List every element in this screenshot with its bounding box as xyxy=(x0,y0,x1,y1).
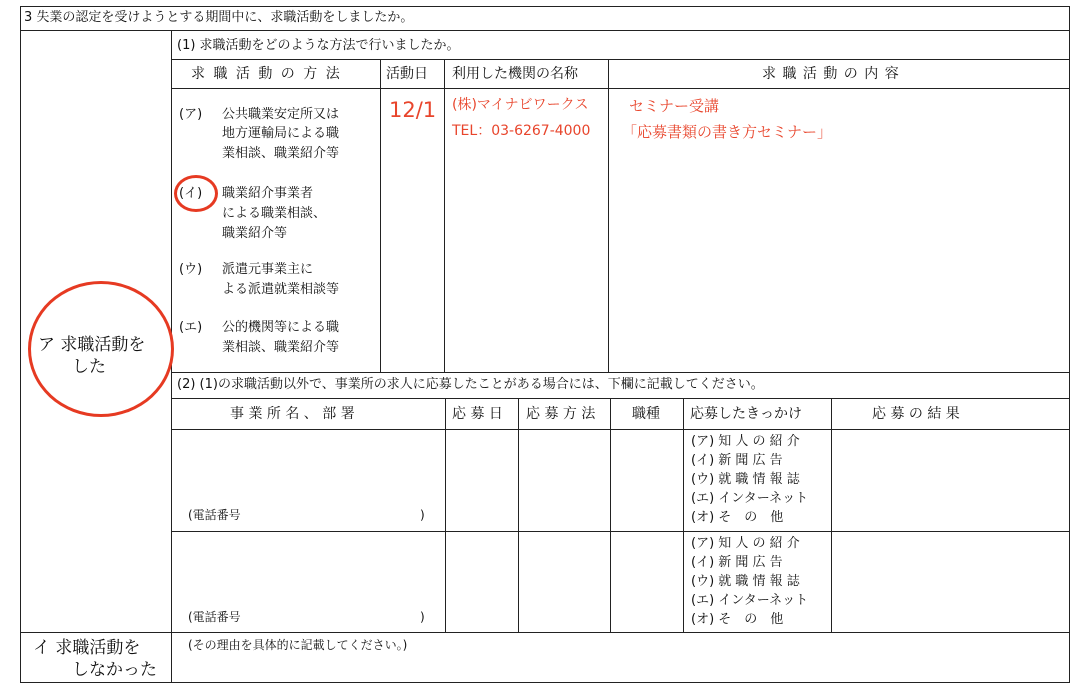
border-left xyxy=(20,6,21,683)
method-c-mark: (ウ) xyxy=(179,262,203,277)
s2-col-divider-2 xyxy=(518,398,519,632)
trigger-option: (エ) インターネット xyxy=(691,593,809,608)
entry-content-line2: 「応募書類の書き方セミナー」 xyxy=(622,123,833,141)
trigger-option: (オ) そ の 他 xyxy=(691,612,784,627)
trigger-option: (ウ) 就 職 情 報 誌 xyxy=(691,472,800,487)
border-right xyxy=(1069,6,1070,683)
border-top xyxy=(20,6,1070,7)
choice-b-label-line2: しなかった xyxy=(72,660,157,680)
s2-header-job-type: 職種 xyxy=(632,406,660,422)
border-bottom xyxy=(20,682,1070,683)
question-title: 3 失業の認定を受けようとする期間中に、求職活動をしましたか。 xyxy=(24,10,414,25)
row-s2-entry2-bottom xyxy=(20,632,1070,633)
phone-close: ) xyxy=(420,508,425,522)
choice-a-label-line2: した xyxy=(72,357,106,377)
method-d-line: 公的機関等による職 xyxy=(222,320,340,335)
s2-header-office: 事 業 所 名 、 部 署 xyxy=(230,406,355,422)
choice-a-label-line1: ア 求職活動を xyxy=(38,335,146,355)
section2-title: (2) (1)の求職活動以外で、事業所の求人に応募したことがある場合には、下欄に記載してください。 xyxy=(177,377,764,392)
row-s2-title-bottom xyxy=(171,398,1070,399)
trigger-option: (イ) 新 聞 広 告 xyxy=(691,453,783,468)
s1-col-divider-1 xyxy=(380,59,381,372)
method-b-line: による職業相談、 xyxy=(222,206,327,221)
method-b-line: 職業紹介事業者 xyxy=(222,186,314,201)
method-b-line: 職業紹介等 xyxy=(222,226,288,241)
s2-col-divider-4 xyxy=(683,398,684,632)
entry-content-line1: セミナー受講 xyxy=(629,97,720,115)
trigger-option: (イ) 新 聞 広 告 xyxy=(691,555,783,570)
phone-label: (電話番号 xyxy=(188,508,241,522)
section1-title: (1) 求職活動をどのような方法で行いましたか。 xyxy=(177,38,460,53)
row-s1-title-bottom xyxy=(171,59,1070,60)
row-s2-header-bottom xyxy=(171,429,1070,430)
choice-b-note: (その理由を具体的に記載してください。) xyxy=(188,638,408,652)
entry-institution-name: (株)マイナビワークス xyxy=(452,97,589,113)
s2-col-divider-1 xyxy=(445,398,446,632)
row-s2-entry1-bottom xyxy=(171,531,1070,532)
trigger-option: (ウ) 就 職 情 報 誌 xyxy=(691,574,800,589)
method-a-mark: (ア) xyxy=(179,107,203,122)
row-s1-body-bottom xyxy=(171,372,1070,373)
trigger-option: (オ) そ の 他 xyxy=(691,510,784,525)
s1-header-date: 活動日 xyxy=(386,66,428,82)
row-s1-header-bottom xyxy=(171,88,1070,89)
method-d-line: 業相談、職業紹介等 xyxy=(222,340,340,355)
s1-header-method: 求 職 活 動 の 方 法 xyxy=(191,66,342,82)
trigger-option: (エ) インターネット xyxy=(691,491,809,506)
method-a-line: 地方運輸局による職 xyxy=(222,126,340,141)
s2-header-trigger: 応募したきっかけ xyxy=(690,406,802,422)
method-b-circle-mark xyxy=(174,175,218,212)
row-title-bottom xyxy=(20,30,1070,31)
s2-header-apply-method: 応 募 方 法 xyxy=(526,406,596,422)
method-d-mark: (エ) xyxy=(179,320,203,335)
s1-col-divider-3 xyxy=(608,59,609,372)
s2-header-result: 応 募 の 結 果 xyxy=(872,406,960,422)
choice-b-label-line1: イ 求職活動を xyxy=(33,638,141,658)
method-b-mark: (イ) xyxy=(179,186,203,201)
choice-a-circle-mark xyxy=(28,281,174,417)
method-c-line: よる派遣就業相談等 xyxy=(222,282,340,297)
s1-header-content: 求 職 活 動 の 内 容 xyxy=(762,66,900,82)
method-a-line: 公共職業安定所又は xyxy=(222,107,340,122)
s1-header-institution: 利用した機関の名称 xyxy=(452,66,578,82)
trigger-option: (ア) 知 人 の 紹 介 xyxy=(691,434,800,449)
s2-header-apply-date: 応 募 日 xyxy=(452,406,503,422)
method-c-line: 派遣元事業主に xyxy=(222,262,314,277)
s2-col-divider-5 xyxy=(831,398,832,632)
s1-col-divider-2 xyxy=(444,59,445,372)
entry-date: 12/1 xyxy=(389,98,437,122)
entry-institution-tel: TEL：03-6267-4000 xyxy=(452,123,591,139)
phone-close: ) xyxy=(420,610,425,624)
trigger-option: (ア) 知 人 の 紹 介 xyxy=(691,536,800,551)
phone-label: (電話番号 xyxy=(188,610,241,624)
method-a-line: 業相談、職業紹介等 xyxy=(222,146,340,161)
s2-col-divider-3 xyxy=(610,398,611,632)
